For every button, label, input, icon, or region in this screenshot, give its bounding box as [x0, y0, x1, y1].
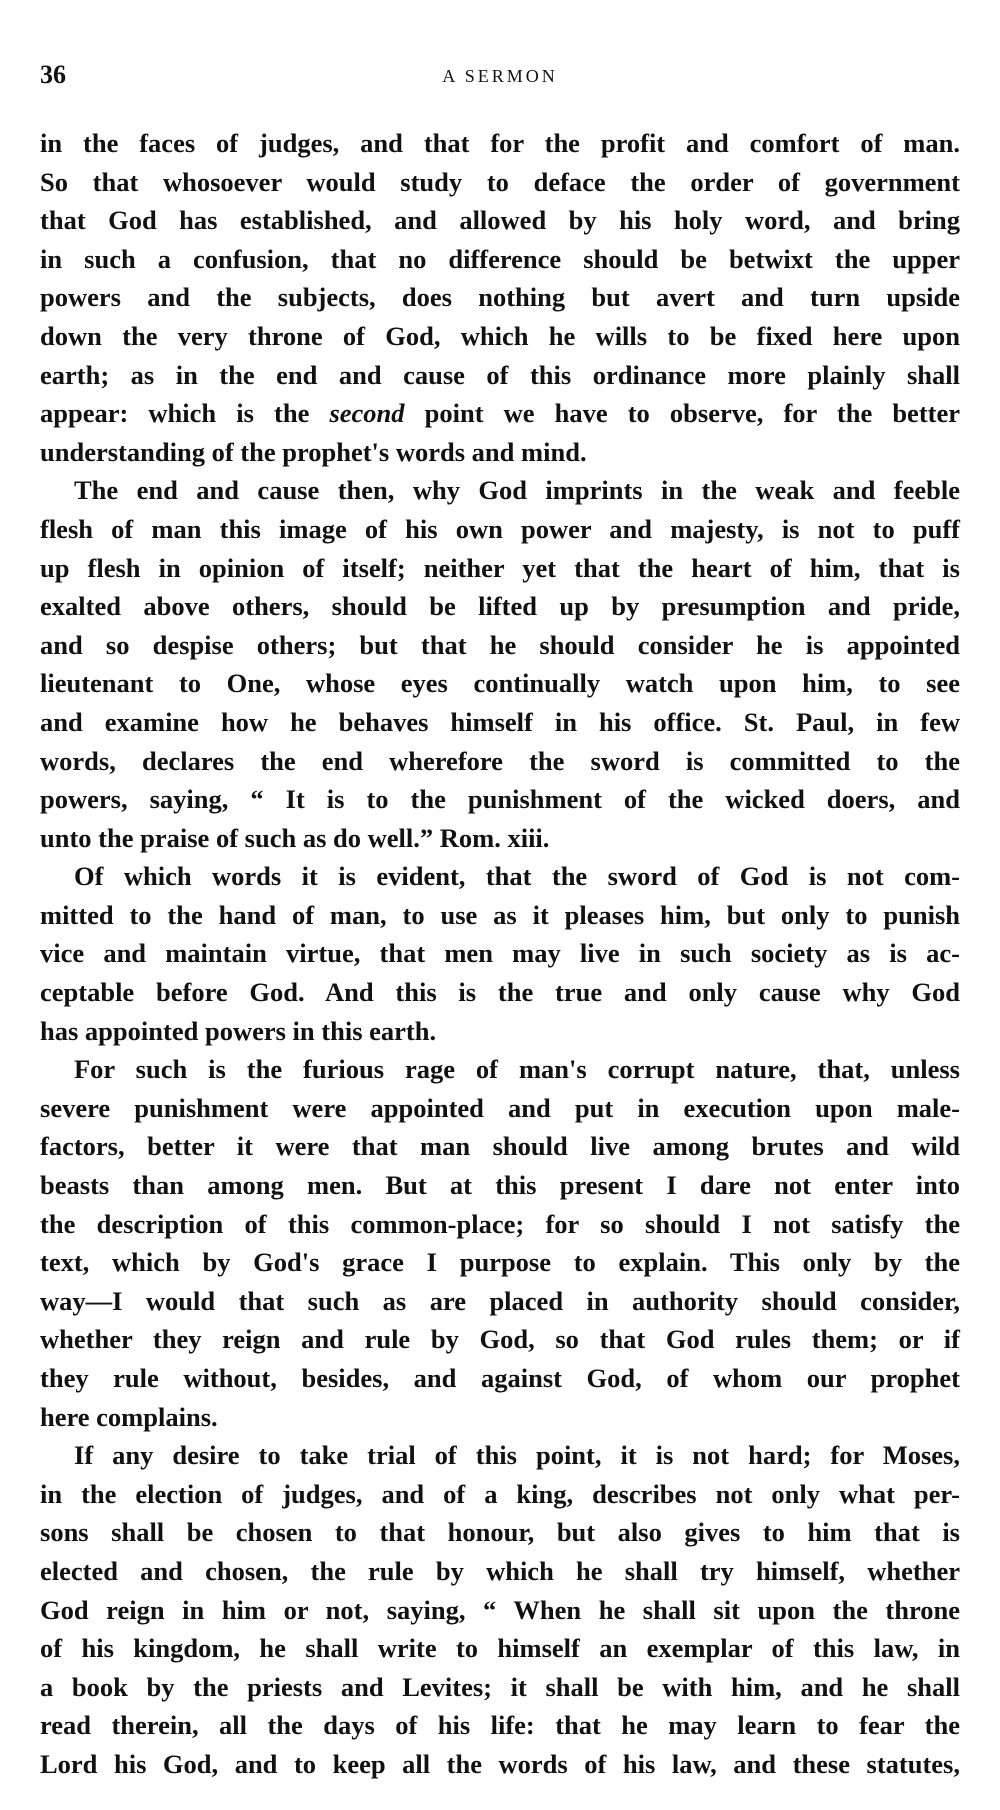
text-line: the description of this common-place; for so should I not satisfy the — [40, 1208, 960, 1239]
text-line: in the faces of judges, and that for the profit and comfort of man. — [40, 128, 960, 158]
text-line: Lord his God, and to keep all the words of his law, and these statutes, — [40, 1748, 960, 1779]
text-line: exalted above others, should be lifted up by presumption and pride, — [40, 591, 960, 622]
text-line: here complains. — [40, 1401, 218, 1432]
text-line: unto the praise of such as do well.” Rom. xiii. — [40, 822, 550, 853]
text-line: severe punishment were appointed and put in execution upon male- — [40, 1092, 960, 1123]
text-line: down the very throne of God, which he wills to be fixed here upon — [40, 320, 960, 351]
text-line: powers and the subjects, does nothing but avert and turn upside — [40, 282, 960, 313]
text-line: and so despise others; but that he should consider he is appointed — [40, 629, 960, 660]
text-line: Of which words it is evident, that the sword of God is not com- — [74, 861, 960, 892]
text-line: So that whosoever would study to deface the order of government — [40, 166, 960, 197]
running-head: A SERMON — [442, 66, 558, 86]
book-page — [40, 60, 960, 1780]
text-line: flesh of man this image of his own power and majesty, is not to puff — [40, 513, 960, 544]
body-text — [40, 124, 960, 1784]
text-line: lieutenant to One, whose eyes continually watch upon him, to see — [40, 668, 960, 699]
text-line: text, which by God's grace I purpose to explain. This only by the — [40, 1247, 960, 1278]
text-line: earth; as in the end and cause of this ordinance more plainly shall — [40, 359, 960, 390]
text-line: they rule without, besides, and against God, of whom our prophet — [40, 1363, 960, 1393]
text-line: and examine how he behaves himself in his office. St. Paul, in few — [40, 706, 960, 737]
text-line: words, declares the end wherefore the sword is committed to the — [40, 745, 960, 776]
text-line: of his kingdom, he shall write to himself an exemplar of this law, in — [40, 1633, 960, 1664]
text-line: ceptable before God. And this is the true and only cause why God — [40, 977, 960, 1008]
text-line: beasts than among men. But at this present I dare not enter into — [40, 1170, 960, 1201]
text-line: powers, saying, “ It is to the punishment of the wicked doers, and — [40, 784, 960, 815]
text-line: in the election of judges, and of a king, describes not only what per- — [40, 1478, 960, 1509]
page-number: 36 — [40, 60, 66, 89]
paragraph — [40, 1436, 960, 1783]
text-line: appear: which is the second point we have to observe, for the better — [40, 398, 960, 429]
paragraph — [40, 857, 960, 1050]
text-line: mitted to the hand of man, to use as it pleases him, but only to punish — [40, 899, 960, 930]
text-line: vice and maintain virtue, that men may live in such society as is ac- — [40, 938, 960, 969]
paragraph — [40, 1050, 960, 1436]
text-line: elected and chosen, the rule by which he shall try himself, whether — [40, 1555, 960, 1586]
text-line: whether they reign and rule by God, so that God rules them; or if — [40, 1324, 960, 1355]
text-line: For such is the furious rage of man's corrupt nature, that, unless — [74, 1054, 960, 1085]
text-line: factors, better it were that man should live among brutes and wild — [40, 1131, 960, 1162]
text-line: understanding of the prophet's words and mind. — [40, 436, 587, 467]
text-line: way—I would that such as are placed in authority should consider, — [40, 1285, 960, 1316]
page-header — [40, 60, 960, 110]
text-line: God reign in him or not, saying, “ When he shall sit upon the throne — [40, 1594, 960, 1625]
text-line: up flesh in opinion of itself; neither yet that the heart of him, that is — [40, 552, 960, 583]
text-line: in such a confusion, that no difference should be betwixt the upper — [40, 243, 960, 274]
paragraph — [40, 471, 960, 857]
text-line: a book by the priests and Levites; it shall be with him, and he shall — [40, 1671, 960, 1702]
text-line: If any desire to take trial of this point, it is not hard; for Moses, — [74, 1440, 960, 1471]
text-line: has appointed powers in this earth. — [40, 1015, 437, 1046]
text-line: sons shall be chosen to that honour, but also gives to him that is — [40, 1517, 960, 1548]
paragraph — [40, 124, 960, 471]
text-line: The end and cause then, why God imprints in the weak and feeble — [74, 475, 960, 506]
text-line: read therein, all the days of his life: that he may learn to fear the — [40, 1710, 960, 1741]
text-line: that God has established, and allowed by his holy word, and bring — [40, 205, 960, 236]
